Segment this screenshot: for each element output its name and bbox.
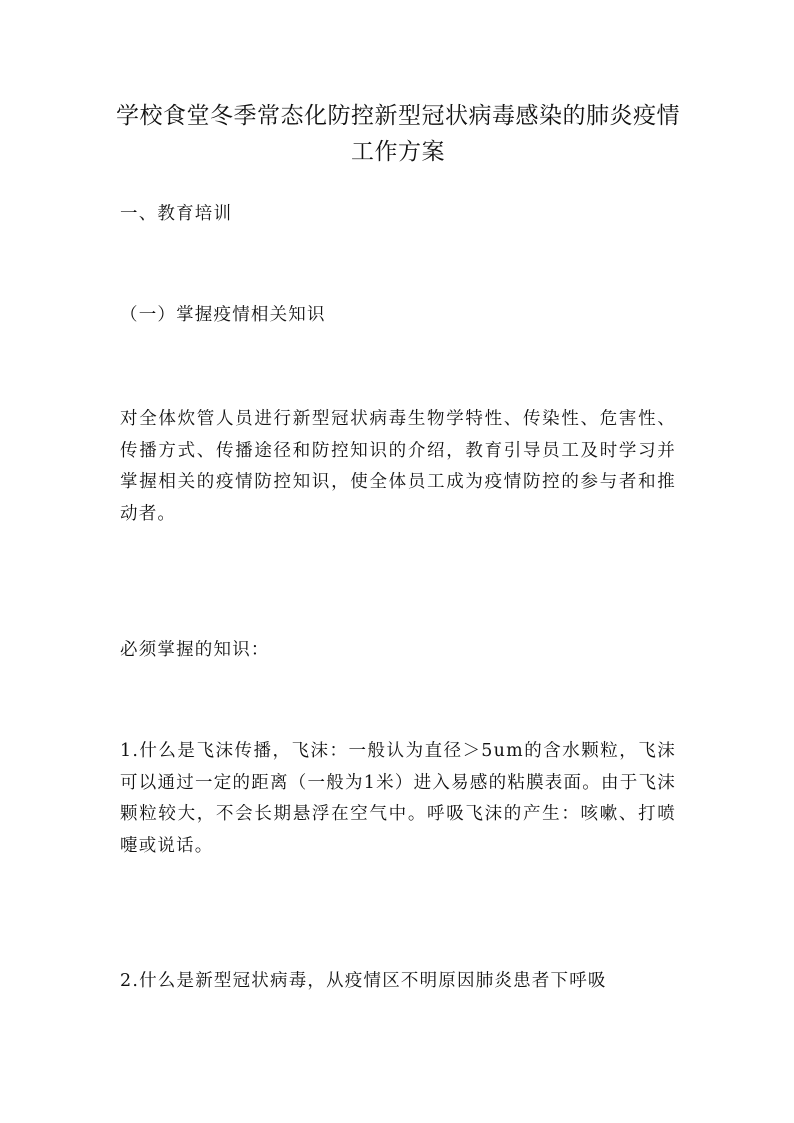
training-paragraph: 对全体炊管人员进行新型冠状病毒生物学特性、传染性、危害性、传播方式、传播途径和防控知识的介绍，教育引导员工及时学习并掌握相关的疫情防控知识，使全体员工成为疫情防控的参与者和推动者。	[120, 409, 676, 524]
knowledge-item-coronavirus: 2.什么是新型冠状病毒，从疫情区不明原因肺炎患者下呼吸	[120, 971, 607, 991]
knowledge-item-droplet: 1.什么是飞沫传播，飞沫：一般认为直径＞5um的含水颗粒，飞沫可以通过一定的距离（一般为1米）进入易感的粘膜表面。由于飞沫颗粒较大，不会长期悬浮在空气中。呼吸飞沫的产生：咳嗽、打喷嚏或说话。	[120, 741, 676, 856]
section-heading: 一、教育培训	[120, 204, 233, 224]
subsection-heading: （一）掌握疫情相关知识	[120, 305, 326, 325]
must-know-label: 必须掌握的知识：	[120, 640, 270, 660]
document-title: 学校食堂冬季常态化防控新型冠状病毒感染的肺炎疫情工作方案	[116, 103, 680, 165]
